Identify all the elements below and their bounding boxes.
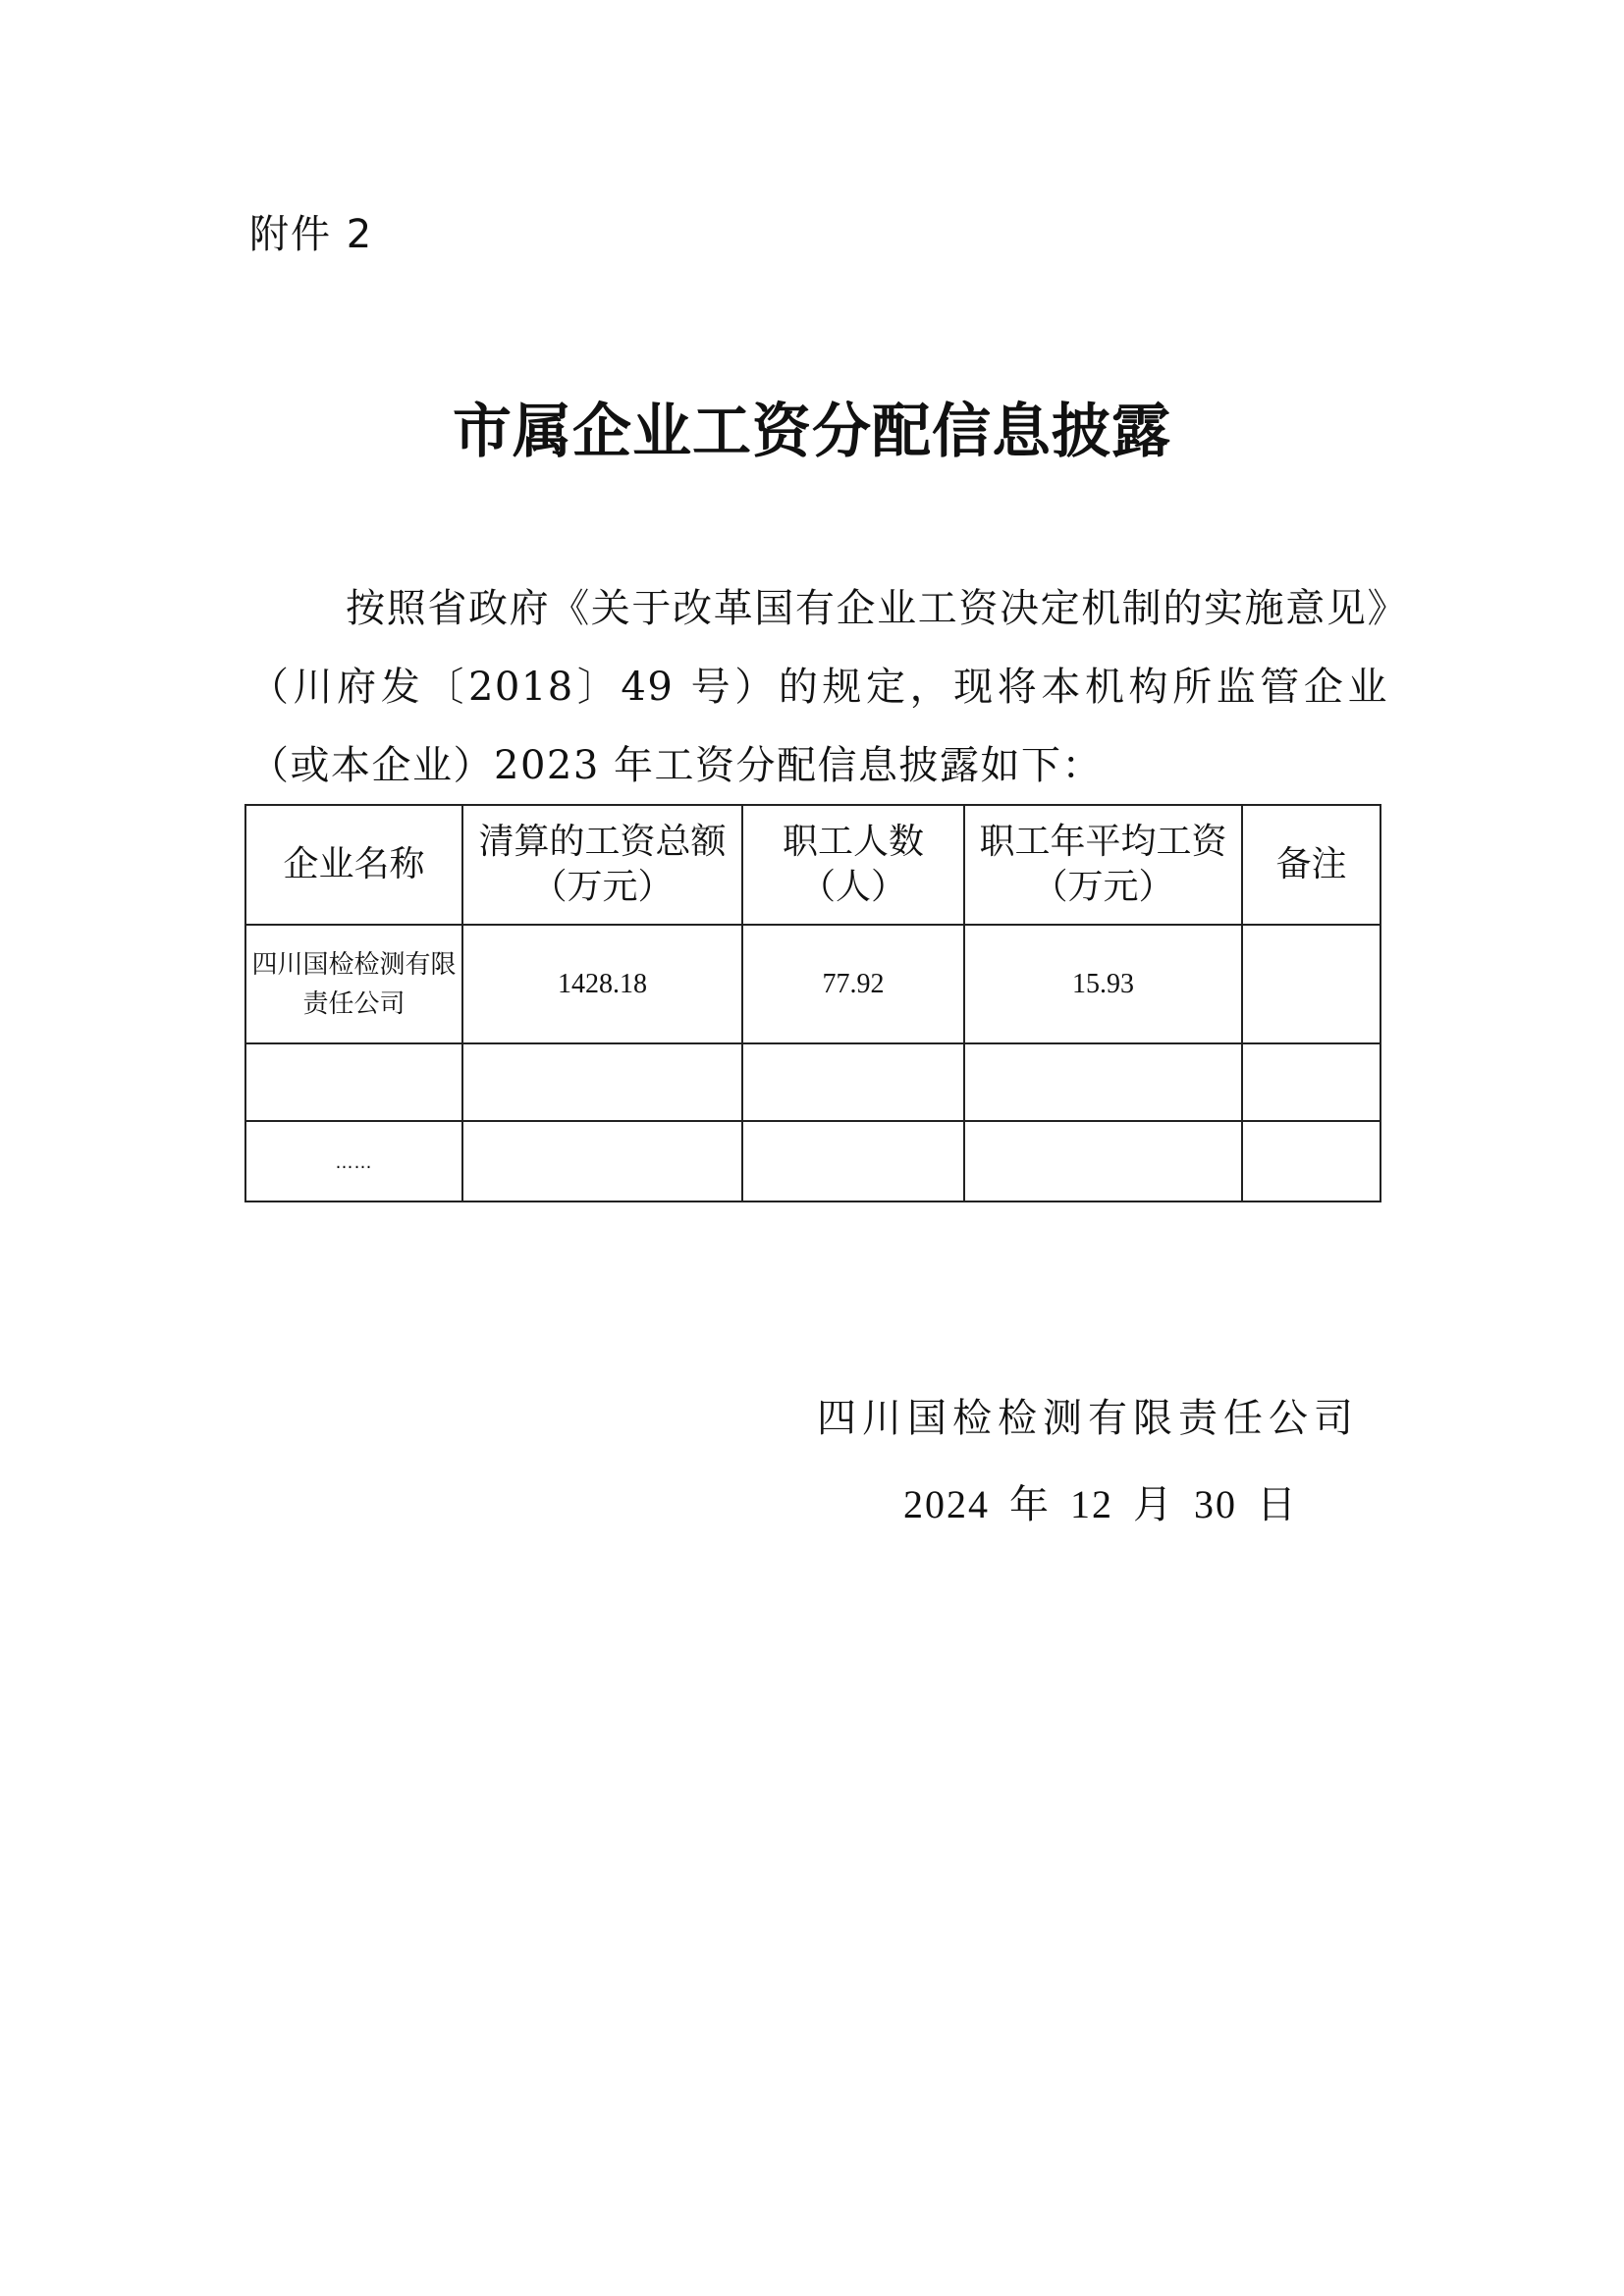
intro-paragraph — [249, 569, 1388, 805]
header-total-wages-line2: （万元） — [531, 867, 674, 907]
cell-employee-count: 77.92 — [742, 925, 964, 1043]
cell-employee-count — [742, 1043, 964, 1121]
attachment-label: 附件 2 — [249, 212, 374, 257]
header-total-wages-line1: 清算的工资总额 — [478, 822, 727, 862]
cell-avg-annual-wage — [964, 1121, 1242, 1201]
cell-avg-annual-wage — [964, 1043, 1242, 1121]
header-total-wages — [462, 805, 742, 925]
table-row — [245, 925, 1380, 1043]
cell-total-wages — [462, 1043, 742, 1121]
cell-company-name — [245, 1043, 462, 1121]
cell-company-name: 四川国检检测有限责任公司 — [245, 925, 462, 1043]
header-employee-count-line2: （人） — [799, 867, 906, 907]
wage-disclosure-table — [244, 804, 1381, 1202]
table-row — [245, 1043, 1380, 1121]
header-employee-count-line1: 职工人数 — [782, 822, 924, 862]
signature-date: 2024 年 12 月 30 日 — [903, 1482, 1298, 1526]
cell-total-wages: 1428.18 — [462, 925, 742, 1043]
header-company-name-text: 企业名称 — [283, 844, 425, 884]
header-company-name — [245, 805, 462, 925]
table-header-row — [245, 805, 1380, 925]
header-avg-annual-wage-line1: 职工年平均工资 — [979, 822, 1227, 862]
cell-employee-count — [742, 1121, 964, 1201]
cell-remarks — [1242, 1121, 1380, 1201]
intro-text: 按照省政府《关于改革国有企业工资决定机制的实施意见》（川府发〔2018〕49 号）的规定，现将本机构所监管企业（或本企业）2023 年工资分配信息披露如下： — [249, 586, 1388, 788]
table-row — [245, 1121, 1380, 1201]
header-remarks-text: 备注 — [1275, 844, 1347, 884]
cell-remarks — [1242, 1043, 1380, 1121]
signature-company: 四川国检检测有限责任公司 — [817, 1396, 1359, 1441]
header-remarks — [1242, 805, 1380, 925]
cell-total-wages — [462, 1121, 742, 1201]
header-employee-count — [742, 805, 964, 925]
cell-avg-annual-wage: 15.93 — [964, 925, 1242, 1043]
cell-remarks — [1242, 925, 1380, 1043]
cell-company-name-ellipsis: …… — [245, 1121, 462, 1201]
header-avg-annual-wage — [964, 805, 1242, 925]
document-title: 市属企业工资分配信息披露 — [453, 398, 1171, 466]
header-avg-annual-wage-line2: （万元） — [1032, 867, 1174, 907]
